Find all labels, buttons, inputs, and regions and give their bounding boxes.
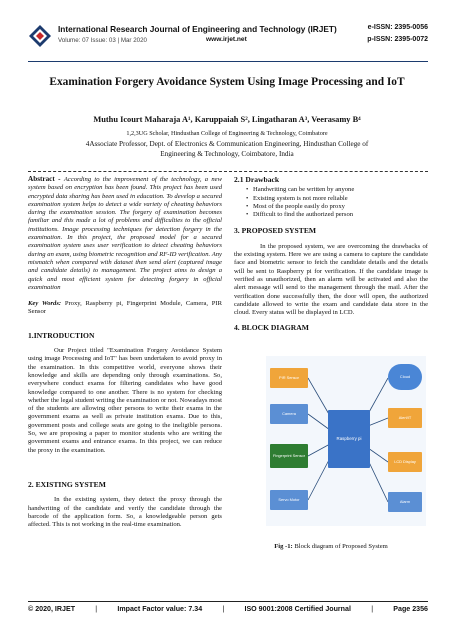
footer-copyright: © 2020, IRJET (28, 605, 76, 613)
servo-motor-block: Servo Motor (270, 490, 308, 510)
volume-issue: Volume: 07 Issue: 03 | Mar 2020 (58, 37, 147, 44)
alarm-block: Alarm (388, 492, 422, 512)
irjet-logo (28, 24, 52, 48)
list-item: • Most of the people easily do proxy (246, 203, 428, 211)
affiliation-professor: 4Associate Professor, Dept. of Electronics & Communication Engineering, Hindusthan College of (85, 140, 369, 148)
abstract (28, 175, 222, 292)
lcd-display-block: LCD Display (388, 452, 422, 472)
introduction-heading: 1.INTRODUCTION (28, 330, 95, 340)
affiliation-ug: 1,2,3UG Scholar, Hindusthan College of Engineering & Technology, Coimbatore (126, 130, 328, 137)
camera-block: Camera (270, 404, 308, 424)
list-item: • Existing system is not more reliable (246, 195, 428, 203)
keywords-label: Key Words: (28, 300, 62, 308)
figure-text: Block diagram of Proposed System (294, 543, 388, 550)
drawback-list (246, 186, 428, 219)
footer-iso: ISO 9001:2008 Certified Journal (244, 605, 351, 613)
abstract-label: Abstract - (28, 175, 61, 183)
existing-system-heading: 2. EXISTING SYSTEM (28, 479, 106, 489)
fingerprint-sensor-block: Fingerprint Sensor (270, 444, 308, 468)
journal-url[interactable]: www.irjet.net (206, 36, 247, 43)
alert-block: Alert/IT (388, 408, 422, 428)
author-list: Muthu Icourt Maharaja A¹, Karuppaiah S², Lingatharan A³, Veerasamy B⁴ (93, 115, 361, 124)
affiliation-professor-cont: Engineering & Technology, Coimbatore, India (160, 150, 294, 158)
header-divider (28, 61, 428, 62)
figure-label: Fig -1: (274, 543, 293, 550)
proposed-system-text: In the proposed system, we are overcoming the drawbacks of the existing system. Here we are using a camera to capture the candidate face and biometric sensor to fetch the candidate details and the details will be sent to Raspberry pi for verification. If the candidate image is verified as unauthorized, then an alarm will be activated and also the alert message will send to the management through the mail. After the verification done successfully then, the door will open, the authorized candidate allowed to write the exam and candidate data store in the cloud. Every status will be displayed in LCD. (234, 242, 428, 317)
block-diagram (266, 356, 426, 526)
page-footer (28, 605, 428, 613)
footer-impact-factor: Impact Factor value: 7.34 (117, 605, 203, 613)
abstract-text: According to the improvement of the technology, a new system based on encryption has been found. This project has been used encrypted data sharing has been used in education. To develop a secured examination system helps to detect a wide variety of cheating behaviors during the examination session. The forgery of examination becomes familiar and this made a lot of problems and difficulties to the official institutions. Image processing techniques for detection forgery in the examination. In this project, the proposed model for a secured examination system uses user verification to detect cheating behaviors during an exam, using biometric recognition and RF-ID verification. Any mismatch when compared with dataset then send alert (captured image and candidate details) to management. The project aims to design a quick and most efficient system for detecting forgery in official examination (28, 176, 222, 291)
section-separator (28, 171, 428, 172)
footer-separator: | (222, 605, 225, 613)
p-issn: p-ISSN: 2395-0072 (367, 36, 428, 43)
keywords-text: Proxy, Raspberry pi, Fingerprint Module, Camera, PIR Sensor (28, 300, 223, 316)
footer-page-number: Page 2356 (393, 605, 428, 613)
paper-title: Examination Forgery Avoidance System Using Image Processing and IoT (49, 76, 405, 88)
pir-sensor-block: PIR Sensor (270, 368, 308, 388)
journal-header (28, 22, 428, 56)
figure-caption (234, 543, 428, 550)
right-column (234, 176, 428, 333)
journal-title: International Research Journal of Engineering and Technology (IRJET) (58, 24, 337, 34)
left-column (28, 175, 222, 529)
footer-separator: | (95, 605, 98, 613)
cloud-block: Cloud (388, 364, 422, 390)
footer-divider (28, 601, 428, 602)
drawback-heading: 2.1 Drawback (234, 175, 280, 184)
list-item: • Handwriting can be written by anyone (246, 186, 428, 194)
raspberry-pi-block: Raspberry pi (328, 410, 370, 468)
proposed-system-heading: 3. PROPOSED SYSTEM (234, 226, 317, 236)
list-item: • Difficult to find the authorized person (246, 211, 428, 219)
e-issn: e-ISSN: 2395-0056 (367, 24, 428, 31)
existing-system-text: In the existing system, they detect the proxy through the handwriting of the candidate and verify the candidate through the barcode of the application form. So, a knowledgeable person gets affected. This is not working in the real-time examination. (28, 496, 222, 529)
footer-separator: | (371, 605, 374, 613)
block-diagram-heading: 4. BLOCK DIAGRAM (234, 323, 309, 333)
keywords (28, 300, 222, 317)
introduction-text: Our Project titled "Examination Forgery Avoidance System using image Processing and IoT" has been undertaken to avoid proxy in the examination. In this competitive world, everyone shows their knowledge and skills are depending only through examinations. So, everywhere conduct exams for filtering candidates who have good knowledge compared to one another. There is no system for checking whether the legal student writing the examination or not. Nowadays most of the students are allowing other persons to write their exams in the government exams as well as private institution exams. Due to this, government posts and college seats are going to the ineligible persons. So, we are proposing a paper to monitor students who are writing the government exams and entrance exams. In this project, we can reduce the proxy in the examination. (28, 347, 222, 454)
